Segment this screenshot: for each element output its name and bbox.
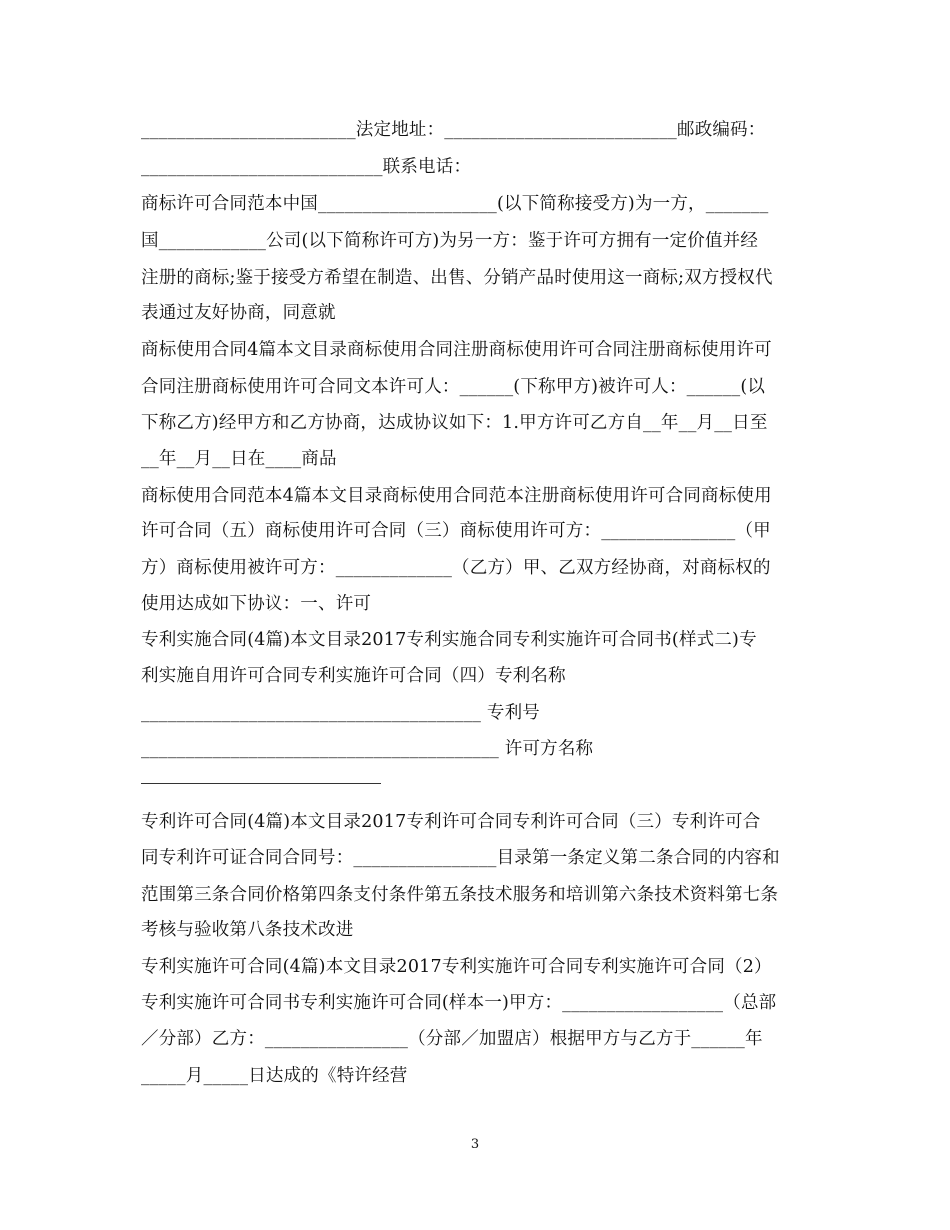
text-line: ________________________________________ 许可方名称 [141, 739, 594, 759]
text-line: _____月_____日达成的《特许经营 [141, 1066, 408, 1086]
text-line: ________________________法定地址：__________________________邮政编码： [141, 120, 766, 140]
text-line: 注册的商标;鉴于接受方希望在制造、出售、分销产品时使用这一商标;双方授权代 [141, 268, 773, 288]
text-line: 专利实施许可合同(4篇)本文目录2017专利实施许可合同专利实施许可合同（2） [141, 957, 772, 977]
text-line: ___________________________联系电话： [141, 157, 472, 177]
text-line: 商标许可合同范本中国____________________(以下简称接受方)为一方，_______ [141, 194, 769, 214]
text-line: 同专利许可证合同合同号：________________目录第一条定义第二条合同的内容和 [141, 848, 780, 868]
text-line: 合同注册商标使用许可合同文本许可人：______(下称甲方)被许可人：______(以 [141, 377, 766, 397]
text-line: 专利实施许可合同书专利实施许可合同(样本一)甲方：__________________（总部 [141, 993, 777, 1013]
text-line: 表通过友好协商，同意就 [141, 303, 336, 323]
text-line: 方）商标使用被许可方：_____________（乙方）甲、乙双方经协商，对商标权的 [141, 558, 771, 578]
text-line: __年__月__日在____商品 [141, 449, 337, 469]
text-line: ／分部）乙方：________________（分部／加盟店）根据甲方与乙方于______年 [141, 1029, 763, 1049]
text-line: 下称乙方)经甲方和乙方协商，达成协议如下：1.甲方许可乙方自__年__月__日至 [141, 413, 768, 433]
text-line: 许可合同（五）商标使用许可合同（三）商标使用许可方：_______________（甲 [141, 521, 771, 541]
text-line: 商标使用合同范本4篇本文目录商标使用合同范本注册商标使用许可合同商标使用 [141, 486, 772, 506]
text-line: 使用达成如下协议：一、许可 [141, 594, 372, 614]
page-number: 3 [470, 1137, 480, 1152]
text-line: 专利许可合同(4篇)本文目录2017专利许可合同专利许可合同（三）专利许可合 [141, 812, 761, 832]
text-line: 利实施自用许可合同专利实施许可合同（四）专利名称 [141, 666, 566, 686]
text-line: 范围第三条合同价格第四条支付条件第五条技术服务和培训第六条技术资料第七条 [141, 885, 779, 905]
text-line: ______________________________________ 专利号 [141, 703, 540, 723]
text-line: 商标使用合同4篇本文目录商标使用合同注册商标使用许可合同注册商标使用许可 [141, 340, 772, 360]
text-line: 专利实施合同(4篇)本文目录2017专利实施合同专利实施许可合同书(样式二)专 [141, 630, 757, 650]
separator-line [141, 783, 381, 784]
text-line: 考核与验收第八条技术改进 [141, 920, 354, 940]
text-line: 国____________公司(以下简称许可方)为另一方：鉴于许可方拥有一定价值并经 [141, 231, 759, 251]
